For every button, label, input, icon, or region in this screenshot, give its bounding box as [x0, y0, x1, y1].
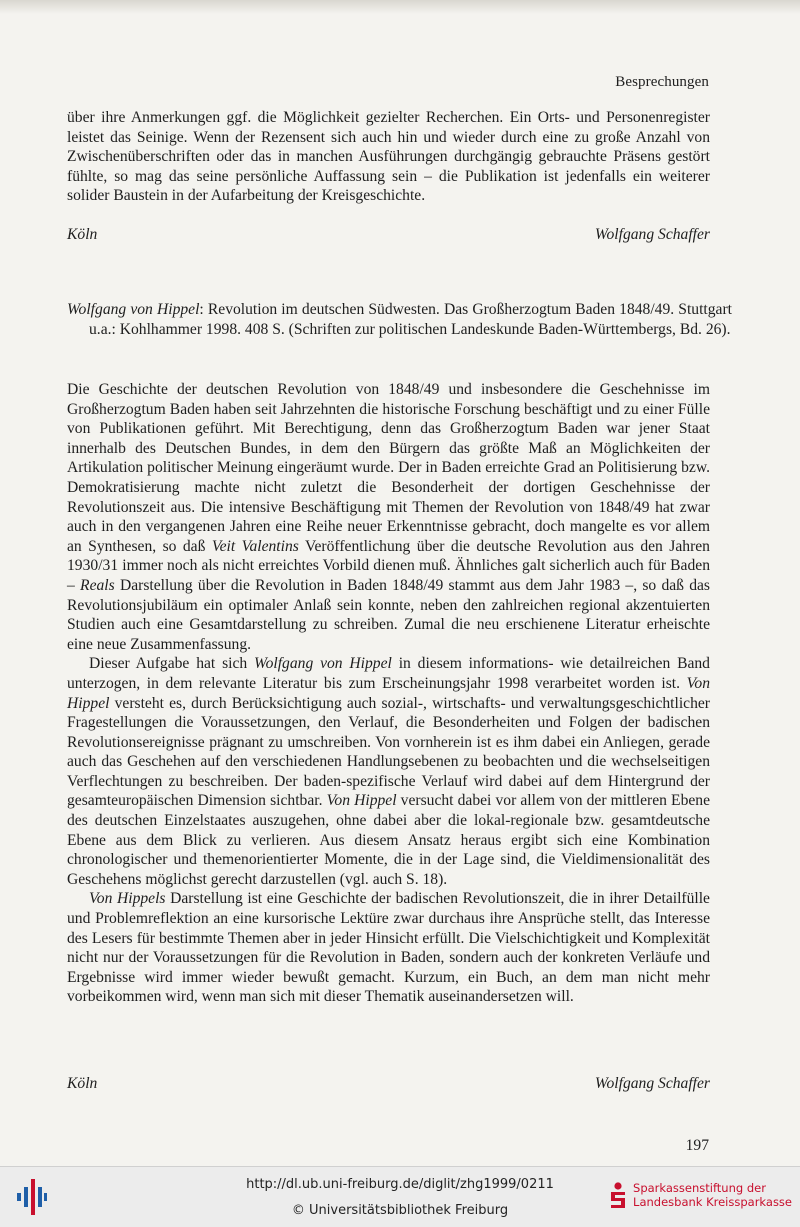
permalink-url[interactable]: http://dl.ub.uni-freiburg.de/diglit/zhg1999/0211	[246, 1177, 554, 1192]
cited-author: Veit Valentins	[211, 537, 299, 555]
review2-bibliographic-entry	[67, 300, 732, 339]
review2-paragraph-2	[67, 654, 710, 889]
cited-author: Reals	[80, 576, 115, 594]
text-run: Dieser Aufgabe hat sich	[89, 655, 255, 673]
sponsor-line-2: Landesbank Kreissparkasse	[633, 1195, 792, 1209]
digitization-footer	[0, 1166, 800, 1227]
cited-author: Von Hippel	[326, 792, 397, 810]
page-number: 197	[685, 1137, 709, 1154]
running-head: Besprechungen	[615, 74, 709, 90]
review1-closing-paragraph	[67, 108, 710, 206]
text-run: Veröffentlichung über die deutsche Revolution aus den Jahren 1930/31 immer noch als nicht erreichtes Vorbild dienen muß. Ähnliches galt sicherlich auch für Baden –	[67, 537, 710, 594]
text-run: in diesem informations- wie detailreichen Band unterzogen, in dem relevante Literatur bis zum Erscheinungsjahr 1998 verarbeitet worden ist.	[67, 655, 710, 692]
sponsor-line-1: Sparkassenstiftung der	[633, 1181, 766, 1195]
sponsor-logo[interactable]	[607, 1181, 792, 1211]
biblio-author: Wolfgang von Hippel	[67, 301, 200, 318]
review2-place: Köln	[67, 1075, 98, 1092]
review2-paragraph-1	[67, 380, 710, 654]
biblio-details: : Revolution im deutschen Südwesten. Das Großherzogtum Baden 1848/49. Stuttgart u.a.: Kohlhammer 1998. 408 S. (Schriften zur politischen Landeskunde Baden-Württembergs, Bd. 26).	[89, 301, 732, 338]
review2-signature	[67, 1075, 710, 1093]
text-run: versteht es, durch Berücksichtigung auch sozial-, wirtschafts- und verwaltungsgeschichtlicher Fragestellungen die Voraussetzungen, den Verlauf, die Besonderheiten und Folgen der badischen Revolutionsereignisse prägnant zu umschreiben. Von vornherein ist es ihm dabei ein Anliegen, gerade auch das Geschehen auf den verschiedenen Handlungsebenen zu beobachten und die wechselseitigen Verflechtungen zu beschreiben. Der baden-spezifische Verlauf wird dabei auf dem Hintergrund der gesamteuropäischen Dimension sichtbar.	[67, 694, 710, 810]
review1-reviewer: Wolfgang Schaffer	[594, 226, 710, 243]
cited-author: Von Hippels	[89, 890, 166, 908]
text-run: Die Geschichte der deutschen Revolution von 1848/49 und insbesondere die Geschehnisse im Großherzogtum Baden haben seit Jahrzehnten die historische Forschung beschäftigt und zu einer Fülle von Publikationen geführt. Mit Berechtigung, denn das Großherzogtum Baden war jener Staat innerhalb des Deutschen Bundes, in dem den Bürgern das größte Maß an Möglichkeiten der Artikulation politischer Meinung eingeräumt wurde. Der in Baden erreichte Grad an Politisierung bzw. Demokratisierung machte nicht zuletzt die Besonderheit der dortigen Geschehnisse der Revolutionszeit aus. Die intensive Beschäftigung mit Themen der Revolution von 1848/49 hat zwar auch in den vergangenen Jahren eine Reihe neuer Erkenntnisse gebracht, doch mangelte es vor allem an Synthesen, so daß	[67, 381, 710, 555]
review1-signature	[67, 226, 710, 244]
review1-paragraph: über ihre Anmerkungen ggf. die Möglichkeit gezielter Recherchen. Ein Orts- und Personenregister leistet das Seinige. Wenn der Rezensent sich auch hin und wieder durch eine zu große Anzahl von Zwischenüberschriften oder das in manchen Ausführungen durchgängig gebrauchte Präsens gestört fühlte, so mag das seine persönliche Auffassung sein – die Publikation ist jedenfalls ein weiterer solider Baustein in der Aufarbeitung der Kreisgeschichte.	[67, 109, 710, 205]
text-run: Darstellung über die Revolution in Baden 1848/49 stammt aus dem Jahr 1983 –, so daß das Revolutionsjubiläum ein optimaler Anlaß sein konnte, neben den zahlreichen regional akzentuierten Studien auch eine Gesamtdarstellung zu schreiben. Zumal die neu erschienene Literatur erheischte eine neue Zusammenfassung.	[67, 576, 710, 653]
cited-author: Von Hippel	[67, 674, 710, 712]
review1-place: Köln	[67, 226, 98, 243]
review2-reviewer: Wolfgang Schaffer	[594, 1075, 710, 1092]
cited-author: Wolfgang von Hippel	[254, 655, 392, 673]
sparkasse-logo-icon	[607, 1181, 629, 1211]
page-top-edge	[0, 0, 800, 14]
sponsor-text	[633, 1181, 792, 1209]
review2-paragraph-3	[67, 889, 710, 1007]
text-run: versucht dabei vor allem von der mittleren Ebene des deutschen Einzelstaates auszugehen, ohne dabei aber die lokal-regionale bzw. gesamtdeutsche Ebene aus dem Blick zu verlieren. Aus diesem Ansatz heraus ergibt sich eine Kombination chronologischer und themenorientierter Momente, die in der Lage sind, die Vieldimensionalität des Geschehens möglichst gerecht darzustellen (vgl. auch S. 18).	[67, 792, 711, 888]
text-run: Darstellung ist eine Geschichte der badischen Revolutionszeit, die in ihrer Detailfülle und Problemreflektion an eine kursorische Lektüre zwar durchaus ihre Ansprüche stellt, das Interesse des Lesers für bestimmte Themen aber in jeder Hinsicht erfüllt. Die Vielschichtigkeit und Komplexität nicht nur der Voraussetzungen für die Revolution in Baden, sondern auch der konkreten Verläufe und Ergebnisse wird immer wieder bewußt gemacht. Kurzum, ein Buch, an dem man nicht mehr vorbeikommen wird, wenn man sich mit dieser Thematik auseinandersetzen will.	[67, 890, 710, 1006]
review2-body	[67, 380, 710, 1007]
copyright-notice: © Universitätsbibliothek Freiburg	[291, 1203, 509, 1218]
